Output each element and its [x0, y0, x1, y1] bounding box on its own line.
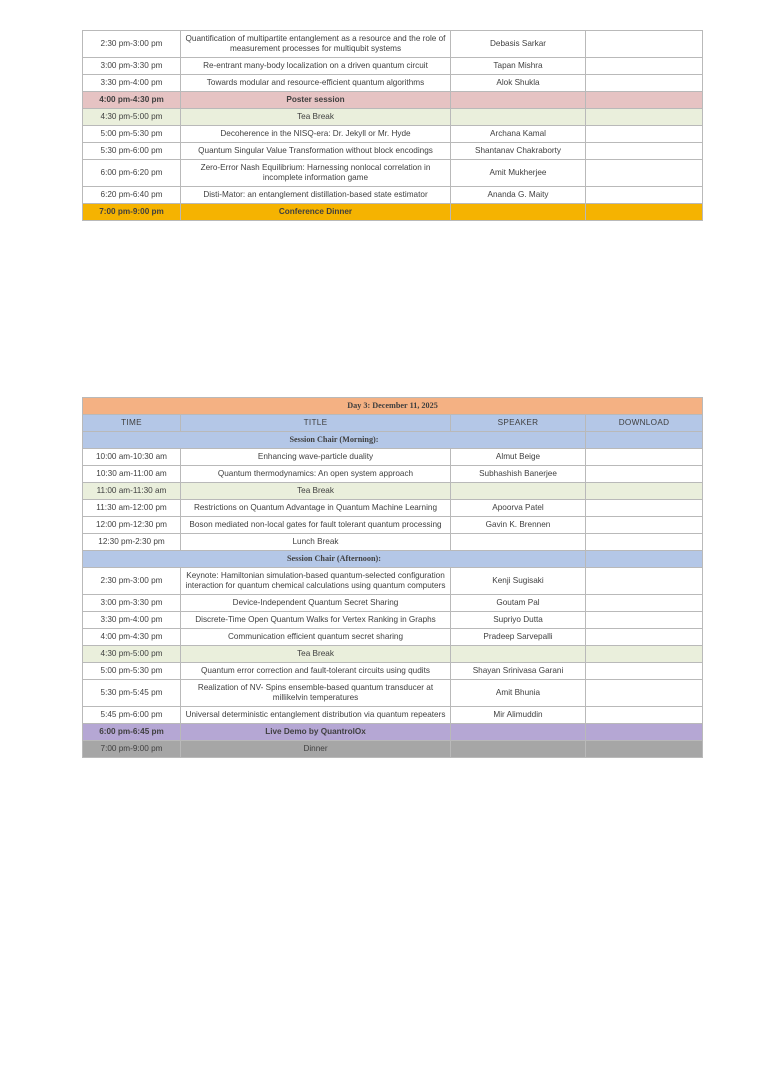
table-row	[83, 629, 703, 646]
cell-title: Conference Dinner	[181, 204, 451, 221]
cell-title: Quantum thermodynamics: An open system approach	[181, 466, 451, 483]
cell-time: 4:30 pm-5:00 pm	[83, 646, 181, 663]
cell-time: 2:30 pm-3:00 pm	[83, 31, 181, 58]
table-row	[83, 612, 703, 629]
bottom-table-body	[83, 398, 703, 758]
cell-title: Poster session	[181, 92, 451, 109]
cell-speaker: Goutam Pal	[451, 595, 586, 612]
cell-time: 12:00 pm-12:30 pm	[83, 517, 181, 534]
header-time: TIME	[83, 415, 181, 432]
cell-time: 3:00 pm-3:30 pm	[83, 58, 181, 75]
cell-speaker	[451, 204, 586, 221]
cell-title: Re-entrant many-body localization on a driven quantum circuit	[181, 58, 451, 75]
cell-time: 7:00 pm-9:00 pm	[83, 204, 181, 221]
schedule-table-day3	[82, 397, 703, 758]
cell-time: 3:30 pm-4:00 pm	[83, 75, 181, 92]
cell-download	[586, 724, 703, 741]
cell-time: 11:30 am-12:00 pm	[83, 500, 181, 517]
cell-time: 5:45 pm-6:00 pm	[83, 707, 181, 724]
cell-download[interactable]	[586, 58, 703, 75]
table-row	[83, 75, 703, 92]
table-row	[83, 741, 703, 758]
header-download: DOWNLOAD	[586, 415, 703, 432]
table-row	[83, 143, 703, 160]
table-row	[83, 160, 703, 187]
table-row	[83, 595, 703, 612]
cell-speaker	[451, 92, 586, 109]
cell-speaker	[451, 646, 586, 663]
cell-download[interactable]	[586, 75, 703, 92]
table-row	[83, 58, 703, 75]
table-row	[83, 483, 703, 500]
cell-title: Realization of NV- Spins ensemble-based quantum transducer at millikelvin temperatures	[181, 680, 451, 707]
cell-speaker: Gavin K. Brennen	[451, 517, 586, 534]
cell-time: 5:30 pm-6:00 pm	[83, 143, 181, 160]
cell-speaker	[451, 534, 586, 551]
cell-time: 2:30 pm-3:00 pm	[83, 568, 181, 595]
cell-title: Discrete-Time Open Quantum Walks for Vertex Ranking in Graphs	[181, 612, 451, 629]
cell-time: 4:00 pm-4:30 pm	[83, 92, 181, 109]
table-row	[83, 109, 703, 126]
session-chair-label: Session Chair (Morning):	[83, 432, 586, 449]
cell-speaker: Ananda G. Maity	[451, 187, 586, 204]
cell-speaker	[451, 741, 586, 758]
cell-title: Tea Break	[181, 483, 451, 500]
cell-download[interactable]	[586, 143, 703, 160]
cell-download	[586, 483, 703, 500]
schedule-table-day2-continued	[82, 30, 703, 221]
cell-download[interactable]	[586, 568, 703, 595]
cell-download	[586, 646, 703, 663]
session-chair-label: Session Chair (Afternoon):	[83, 551, 586, 568]
cell-title: Live Demo by QuantrolOx	[181, 724, 451, 741]
day-title-row-text: Day 3: December 11, 2025	[83, 398, 703, 415]
cell-download[interactable]	[586, 595, 703, 612]
cell-title: Towards modular and resource-efficient quantum algorithms	[181, 75, 451, 92]
cell-time: 3:00 pm-3:30 pm	[83, 595, 181, 612]
cell-speaker: Almut Beige	[451, 449, 586, 466]
table-row	[83, 646, 703, 663]
session-chair-download	[586, 551, 703, 568]
cell-title: Universal deterministic entanglement distribution via quantum repeaters	[181, 707, 451, 724]
cell-title: Disti-Mator: an entanglement distillation-based state estimator	[181, 187, 451, 204]
cell-time: 10:00 am-10:30 am	[83, 449, 181, 466]
cell-speaker: Supriyo Dutta	[451, 612, 586, 629]
session-chair-download	[586, 432, 703, 449]
cell-download[interactable]	[586, 500, 703, 517]
cell-title: Lunch Break	[181, 534, 451, 551]
cell-download	[586, 741, 703, 758]
cell-download[interactable]	[586, 187, 703, 204]
cell-speaker: Shayan Srinivasa Garani	[451, 663, 586, 680]
table-row	[83, 724, 703, 741]
cell-speaker: Pradeep Sarvepalli	[451, 629, 586, 646]
cell-speaker: Subhashish Banerjee	[451, 466, 586, 483]
cell-download[interactable]	[586, 517, 703, 534]
table-row	[83, 187, 703, 204]
cell-title: Keynote: Hamiltonian simulation-based quantum-selected configuration interaction for quantum chemical calculations using quantum computers	[181, 568, 451, 595]
cell-speaker: Apoorva Patel	[451, 500, 586, 517]
cell-title: Quantification of multipartite entanglement as a resource and the role of measurement processes for multiqubit systems	[181, 31, 451, 58]
table-row	[83, 449, 703, 466]
cell-speaker	[451, 724, 586, 741]
cell-download	[586, 92, 703, 109]
cell-title: Tea Break	[181, 646, 451, 663]
cell-speaker: Amit Bhunia	[451, 680, 586, 707]
cell-download[interactable]	[586, 680, 703, 707]
cell-download[interactable]	[586, 449, 703, 466]
cell-download[interactable]	[586, 160, 703, 187]
top-table-body	[83, 31, 703, 221]
cell-time: 4:30 pm-5:00 pm	[83, 109, 181, 126]
table-row	[83, 707, 703, 724]
cell-download[interactable]	[586, 707, 703, 724]
cell-speaker: Tapan Mishra	[451, 58, 586, 75]
cell-title: Dinner	[181, 741, 451, 758]
cell-title: Enhancing wave-particle duality	[181, 449, 451, 466]
table-row	[83, 500, 703, 517]
cell-speaker: Mir Alimuddin	[451, 707, 586, 724]
cell-title: Communication efficient quantum secret sharing	[181, 629, 451, 646]
cell-title: Zero-Error Nash Equilibrium: Harnessing nonlocal correlation in incomplete information game	[181, 160, 451, 187]
day-title-row	[83, 398, 703, 415]
cell-speaker: Archana Kamal	[451, 126, 586, 143]
cell-title: Decoherence in the NISQ-era: Dr. Jekyll or Mr. Hyde	[181, 126, 451, 143]
table-header-row	[83, 415, 703, 432]
table-row	[83, 204, 703, 221]
cell-time: 4:00 pm-4:30 pm	[83, 629, 181, 646]
cell-download[interactable]	[586, 466, 703, 483]
cell-title: Quantum error correction and fault-tolerant circuits using qudits	[181, 663, 451, 680]
cell-download[interactable]	[586, 612, 703, 629]
table-row	[83, 466, 703, 483]
cell-title: Device-Independent Quantum Secret Sharing	[181, 595, 451, 612]
table-row	[83, 517, 703, 534]
cell-title: Tea Break	[181, 109, 451, 126]
cell-time: 5:00 pm-5:30 pm	[83, 126, 181, 143]
cell-time: 12:30 pm-2:30 pm	[83, 534, 181, 551]
cell-time: 10:30 am-11:00 am	[83, 466, 181, 483]
cell-title: Boson mediated non-local gates for fault tolerant quantum processing	[181, 517, 451, 534]
cell-download[interactable]	[586, 663, 703, 680]
cell-download[interactable]	[586, 629, 703, 646]
cell-download	[586, 204, 703, 221]
session-chair-row	[83, 551, 703, 568]
cell-time: 6:20 pm-6:40 pm	[83, 187, 181, 204]
cell-download[interactable]	[586, 31, 703, 58]
cell-download	[586, 109, 703, 126]
header-title: TITLE	[181, 415, 451, 432]
cell-time: 5:30 pm-5:45 pm	[83, 680, 181, 707]
cell-speaker: Amit Mukherjee	[451, 160, 586, 187]
cell-time: 6:00 pm-6:20 pm	[83, 160, 181, 187]
cell-time: 6:00 pm-6:45 pm	[83, 724, 181, 741]
table-row	[83, 534, 703, 551]
cell-time: 7:00 pm-9:00 pm	[83, 741, 181, 758]
table-row	[83, 568, 703, 595]
session-chair-row	[83, 432, 703, 449]
cell-speaker: Shantanav Chakraborty	[451, 143, 586, 160]
table-row	[83, 663, 703, 680]
cell-speaker: Alok Shukla	[451, 75, 586, 92]
cell-speaker: Debasis Sarkar	[451, 31, 586, 58]
cell-download[interactable]	[586, 126, 703, 143]
cell-time: 11:00 am-11:30 am	[83, 483, 181, 500]
cell-title: Restrictions on Quantum Advantage in Quantum Machine Learning	[181, 500, 451, 517]
table-row	[83, 680, 703, 707]
cell-time: 3:30 pm-4:00 pm	[83, 612, 181, 629]
table-row	[83, 92, 703, 109]
cell-speaker: Kenji Sugisaki	[451, 568, 586, 595]
cell-speaker	[451, 483, 586, 500]
cell-speaker	[451, 109, 586, 126]
table-row	[83, 126, 703, 143]
cell-time: 5:00 pm-5:30 pm	[83, 663, 181, 680]
cell-title: Quantum Singular Value Transformation without block encodings	[181, 143, 451, 160]
header-speaker: SPEAKER	[451, 415, 586, 432]
cell-download	[586, 534, 703, 551]
table-row	[83, 31, 703, 58]
